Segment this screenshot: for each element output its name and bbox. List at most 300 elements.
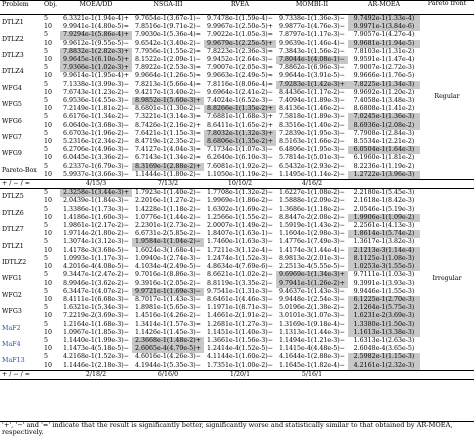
- table-row: [0, 146, 474, 154]
- result-cell: 1.6313e-1(2.63e-3): [353, 336, 415, 344]
- objective-count: 10: [44, 56, 53, 64]
- result-cell: 4.2161e-1(2.32e-3): [348, 362, 420, 371]
- result-cell: 1.0253e-3(1.55e-5): [348, 263, 420, 271]
- stat-value: [348, 180, 420, 189]
- objective-count: 10: [44, 154, 53, 162]
- result-cell: 3.0101e-3(1.07e-3)−: [279, 312, 345, 320]
- result-cell: 1.1444e-1(1.80e-2)−: [135, 170, 201, 178]
- result-cell: 1.6024e-3(1.68e-4)−: [135, 246, 201, 254]
- header-algorithm: NSGA-III: [132, 1, 204, 15]
- result-cell: 6.2337e-1(6.79e-3)−: [63, 162, 129, 170]
- stat-label: + / − / ≈: [0, 370, 60, 379]
- result-cell: 9.9941e-1(4.80e-5)≈: [63, 23, 129, 31]
- table-row: [0, 353, 474, 361]
- result-cell: 9.9679e-1(2.25e-5)+: [204, 40, 276, 48]
- result-cell: 8.8119e-1(3.35e-2)−: [207, 279, 273, 287]
- objective-count: 10: [44, 197, 53, 205]
- result-cell: 9.9721e-1(1.69e-3)−: [132, 288, 204, 296]
- result-cell: 2.1618e-1(8.42e-3): [353, 197, 415, 205]
- result-cell: 1.0967e-1(1.85e-3)−: [63, 328, 129, 336]
- result-cell: 7.3843e-1(1.56e-2)−: [279, 47, 345, 55]
- result-cell: 1.7351e-1(1.00e-2)−: [207, 361, 273, 369]
- result-cell: 1.0940e-1(2.74e-3)−: [135, 254, 201, 262]
- result-cell: 7.6743e-1(1.23e-2)−: [63, 88, 129, 96]
- result-cell: 1.2474e-1(1.52e-3)−: [207, 254, 273, 262]
- result-cell: 9.9448e-1(2.54e-3)−: [279, 295, 345, 303]
- result-cell: 4.6016e-1(4.26e-3)−: [135, 353, 201, 361]
- objective-count: 5: [44, 287, 49, 295]
- result-cell: 2.1213e-3(1.14e-4): [348, 247, 420, 255]
- result-cell: 9.6964e-1(2.41e-2)−: [207, 88, 273, 96]
- result-cell: 4.1644e-1(2.88e-3)−: [279, 353, 345, 361]
- result-cell: 7.1338e-1(3.99e-3)−: [63, 80, 129, 88]
- result-cell: 1.4228e-1(1.18e-2)−: [135, 205, 201, 213]
- result-cell: 1.4661e-2(1.91e-2)−: [207, 312, 273, 320]
- result-cell: 1.7460e-1(1.63e-3)−: [207, 238, 273, 246]
- result-cell: 6.1960e-1(1.81e-2): [353, 154, 415, 162]
- result-cell: 2.2301e-1(2.73e-2)−: [135, 222, 201, 230]
- result-cell: 2.2180e-1(5.45e-3): [348, 189, 420, 198]
- result-cell: 4.8634e-4(7.69e-6)−: [207, 263, 273, 271]
- result-cell: 1.6231e-2(3.69e-3): [348, 312, 420, 320]
- result-cell: 8.1125e-1(1.08e-3): [348, 255, 420, 263]
- result-cell: 5.0196e-2(1.38e-2)−: [279, 304, 345, 312]
- result-cell: 9.7541e-1(1.31e-3)−: [207, 287, 273, 295]
- result-cell: 1.2681e-1(1.27e-3)−: [207, 320, 273, 328]
- result-cell: 9.9664e-1(1.26e-5)≈: [135, 72, 201, 80]
- result-cell: 7.8832e-1(2.82e-3)+: [60, 48, 132, 56]
- problem-name: MaF4: [2, 341, 21, 349]
- stat-value: 5/16/1: [276, 370, 348, 379]
- result-cell: 7.9007e-1(2.72e-3): [353, 64, 415, 72]
- table-row: [0, 255, 474, 263]
- result-cell: 1.8407e-1(1.63e-1)−: [207, 230, 273, 238]
- problem-name: WFG5: [2, 101, 22, 109]
- result-cell: 1.2722e-1(3.96e-3): [348, 171, 420, 180]
- stat-value: 1/20/1: [204, 370, 276, 379]
- objective-count: 5: [44, 15, 49, 22]
- result-cell: 1.1473e-4(5.18e-5)−: [63, 345, 129, 353]
- problem-name: DTLZ6: [2, 209, 24, 217]
- result-cell: 1.9861e-1(2.17e-2)−: [63, 222, 129, 230]
- table-row: [0, 304, 474, 312]
- result-cell: 8.9852e-1(5.60e-3)+: [132, 97, 204, 105]
- result-cell: 1.6321e-1(5.34e-3)−: [63, 304, 129, 312]
- result-cell: 1.9906e-1(1.09e-2): [348, 214, 420, 222]
- result-cell: 7.4127e-1(4.04e-3)≈: [135, 146, 201, 154]
- table-row: [0, 197, 474, 205]
- result-cell: 1.7923e-1(1.40e-2)−: [132, 189, 204, 198]
- table-row: [0, 122, 474, 130]
- objective-count: 10: [44, 88, 53, 96]
- result-cell: 6.6176e-1(1.34e-2)−: [63, 113, 129, 121]
- result-cell: 2.1264e-1(5.75e-3): [348, 304, 420, 312]
- table-row: [0, 89, 474, 97]
- result-cell: 7.6081e-1(1.92e-2)−: [207, 162, 273, 170]
- result-cell: 6.0640e-1(3.68e-3)−: [63, 121, 129, 129]
- stat-value: 7/13/2: [132, 180, 204, 189]
- result-cell: 1.4178e-3(3.68e-5)−: [63, 246, 129, 254]
- result-cell: 7.6421e-1(1.15e-3)≈: [135, 129, 201, 137]
- result-cell: 8.8266e-1(1.35e-2)+: [204, 105, 276, 113]
- problem-name: IDTLZ2: [2, 258, 27, 266]
- result-cell: 9.7016e-1(8.86e-3)−: [135, 271, 201, 279]
- table-row: [0, 130, 474, 138]
- result-cell: 8.7017e-1(1.43e-3)−: [135, 295, 201, 303]
- header-row: [0, 1, 474, 15]
- result-cell: 8.6806e-1(1.35e-2)+: [204, 138, 276, 146]
- table-row: [0, 23, 474, 31]
- result-cell: 2.2513e-4(5.55e-5)−: [279, 263, 345, 271]
- result-cell: 9.4637e-1(1.43e-3)−: [279, 287, 345, 295]
- objective-count: 5: [44, 31, 49, 39]
- result-cell: 1.3074e-1(3.12e-3)−: [63, 238, 129, 246]
- result-cell: 8.6411e-1(1.65e-2)+: [207, 121, 273, 129]
- objective-count: 10: [44, 361, 53, 369]
- objective-count: 5: [44, 238, 49, 246]
- result-cell: 8.4436e-1(1.17e-2)−: [279, 88, 345, 96]
- result-cell: 1.3661e-1(1.56e-3)−: [207, 336, 273, 344]
- table-row: [0, 337, 474, 345]
- header-obj: Obj.: [42, 1, 60, 15]
- objective-count: 5: [44, 162, 49, 170]
- table-row: [0, 222, 474, 230]
- problem-name: WFG7: [2, 133, 22, 141]
- table-row: [0, 105, 474, 113]
- result-cell: 1.1451e-1(1.40e-3)−: [207, 328, 273, 336]
- result-cell: 9.4217e-1(3.40e-2)−: [135, 88, 201, 96]
- result-cell: 7.9022e-1(1.05e-3)≈: [207, 31, 273, 39]
- result-cell: 9.3991e-1(3.93e-3): [353, 279, 415, 287]
- result-cell: 6.2706e-1(4.96e-3)−: [63, 146, 129, 154]
- result-cell: 7.8044e-1(4.08e-1)−: [276, 56, 348, 64]
- objective-count: 10: [44, 279, 53, 287]
- result-cell: 6.7143e-1(1.34e-2)≈: [135, 154, 201, 162]
- objective-count: 10: [44, 105, 53, 113]
- result-cell: 4.1944e-1(5.35e-3)−: [135, 361, 201, 369]
- result-cell: 1.1313e-1(1.44e-3)−: [279, 328, 345, 336]
- objective-count: 10: [44, 345, 53, 353]
- result-cell: 6.0445e-1(3.36e-2)−: [63, 154, 129, 162]
- result-cell: 5.2316e-1(2.34e-2)−: [63, 138, 129, 146]
- table-row: [0, 72, 474, 80]
- objective-count: 5: [44, 129, 49, 137]
- table-row: [0, 288, 474, 296]
- header-algorithm: RVEA: [204, 1, 276, 15]
- table-row: [0, 138, 474, 146]
- result-cell: 4.2168e-1(1.52e-3)−: [63, 353, 129, 361]
- result-cell: 7.7956e-1(1.55e-2)≈: [135, 47, 201, 55]
- stat-value: 4/15/3: [60, 180, 132, 189]
- result-cell: 1.4516e-1(4.26e-2)−: [135, 312, 201, 320]
- result-cell: 1.1446e-1(2.18e-3)−: [63, 361, 129, 369]
- table-row: [0, 163, 474, 171]
- result-cell: 2.3668e-1(1.48e-2)+: [132, 337, 204, 345]
- result-cell: 4.2016e-4(4.08e-5)−: [63, 263, 129, 271]
- result-cell: 1.3386e-1(1.73e-3)−: [63, 205, 129, 213]
- result-cell: 1.1604e-1(2.98e-3)−: [279, 230, 345, 238]
- result-cell: 1.1613e-1(3.38e-3): [348, 329, 420, 337]
- result-cell: 1.3169e-1(9.18e-4)−: [279, 320, 345, 328]
- result-cell: 1.9584e-1(1.04e-2)−: [132, 238, 204, 246]
- problem-name: DTLZ4: [2, 68, 24, 76]
- result-cell: 9.9644e-1(3.91e-5)−: [279, 72, 345, 80]
- result-cell: 9.7478e-1(1.59e-4)−: [207, 15, 273, 22]
- result-cell: 7.2149e-1(1.81e-2)−: [63, 105, 129, 113]
- objective-count: 5: [44, 97, 49, 105]
- result-cell: 1.1426e-1(1.45e-3)−: [135, 328, 201, 336]
- result-cell: 2.0007e-1(1.49e-2)−: [207, 222, 273, 230]
- objective-count: 5: [42, 189, 60, 198]
- result-cell: 1.2164e-1(1.68e-3)−: [63, 320, 129, 328]
- result-cell: 1.1645e-1(1.82e-4)−: [279, 361, 345, 369]
- result-cell: 1.1050e-1(1.19e-2)−: [207, 170, 273, 178]
- table-row: [0, 321, 474, 329]
- problem-name: MaF2: [2, 324, 21, 332]
- result-cell: 7.8922e-1(2.53e-3)≈: [135, 64, 201, 72]
- header-algorithm: MOMBI-II: [276, 1, 348, 15]
- result-cell: 8.5534e-1(2.21e-2): [353, 138, 415, 146]
- objective-count: 5: [44, 205, 49, 213]
- result-cell: 6.3447e-1(4.07e-2)−: [63, 287, 129, 295]
- table-row: [0, 247, 474, 255]
- result-cell: 1.3414e-1(1.57e-3)≈: [135, 320, 201, 328]
- result-cell: 1.3380e-1(1.50e-3): [348, 321, 420, 329]
- problem-name: MaF13: [2, 357, 25, 365]
- result-cell: 1.9714e-2(1.80e-2)−: [63, 230, 129, 238]
- objective-count: 10: [44, 246, 53, 254]
- stat-value: 4/16/2: [276, 180, 348, 189]
- objective-count: 10: [44, 170, 53, 178]
- objective-count: 10: [44, 121, 53, 129]
- table-row: [0, 64, 474, 72]
- header-problem: Problem: [0, 1, 42, 15]
- result-cell: 8.4111e-1(6.68e-3)−: [63, 295, 129, 303]
- result-cell: 8.6808e-1(1.41e-2): [353, 105, 415, 113]
- result-cell: 9.3447e-1(2.47e-2)−: [63, 271, 129, 279]
- table-row: [0, 48, 474, 56]
- result-cell: 9.6542e-1(3.40e-2)−: [135, 39, 201, 47]
- result-cell: 8.4136e-1(1.46e-2)−: [279, 105, 345, 113]
- stat-empty: [420, 370, 474, 379]
- result-cell: 9.6969e-1(1.34e-3)+: [276, 271, 348, 279]
- result-cell: 1.1971e-1(8.71e-3)−: [207, 304, 273, 312]
- table-row: [0, 56, 474, 64]
- result-cell: 5.7814e-1(5.01e-3)−: [279, 154, 345, 162]
- stat-empty: [420, 180, 474, 189]
- result-cell: 8.4719e-1(2.35e-2)−: [135, 138, 201, 146]
- result-cell: 7.1734e-1(1.07e-3)−: [207, 146, 273, 154]
- result-cell: 6.5432e-1(2.93e-2)−: [279, 162, 345, 170]
- table-row: [0, 214, 474, 222]
- problem-name: DTLZ3: [2, 51, 24, 59]
- result-cell: 1.8981e-1(5.65e-3)−: [135, 304, 201, 312]
- table-row: [0, 15, 474, 24]
- result-cell: 1.3686e-1(1.18e-2)−: [279, 205, 345, 213]
- pareto-front-label: Irregular: [420, 189, 474, 370]
- result-cell: 8.2236e-1(1.19e-2): [353, 162, 415, 170]
- result-cell: 2.0546e-1(5.19e-3): [353, 205, 415, 213]
- table-row: [0, 154, 474, 162]
- result-cell: 9.9967e-1(2.50e-5)+: [207, 23, 273, 31]
- result-cell: 6.9536e-1(4.55e-3)−: [63, 97, 129, 105]
- result-cell: 8.7426e-1(2.16e-2)+: [135, 121, 201, 129]
- problem-name: WFG6: [2, 117, 22, 125]
- result-cell: 1.2414e-4(1.52e-5)−: [207, 345, 273, 353]
- problem-name: DTLZ7: [2, 226, 24, 234]
- result-cell: 9.9446e-1(1.55e-3): [353, 287, 415, 295]
- result-cell: 1.6302e-1(1.69e-2)−: [207, 205, 273, 213]
- objective-count: 5: [44, 80, 49, 88]
- result-cell: 9.7492e-1(1.33e-4): [348, 15, 420, 24]
- result-cell: 1.4186e-1(1.60e-3)−: [63, 213, 129, 221]
- result-cell: 4.1034e-4(2.49e-5)−: [135, 263, 201, 271]
- result-cell: 9.9666e-1(1.76e-5): [353, 72, 415, 80]
- result-cell: 9.9663e-1(2.49e-5)≈: [207, 72, 273, 80]
- objective-count: 5: [44, 271, 49, 279]
- result-cell: 9.9612e-1(9.55e-5)−: [63, 39, 129, 47]
- table-row: [0, 97, 474, 105]
- objective-count: 5: [44, 320, 49, 328]
- objective-count: 10: [44, 72, 53, 80]
- result-cell: 1.0993e-1(1.17e-3)−: [63, 254, 129, 262]
- header-algorithm: AR-MOEA: [348, 1, 420, 15]
- result-cell: 2.2561e-1(4.13e-3): [353, 222, 415, 230]
- table-row: [0, 189, 474, 198]
- objective-count: 10: [44, 39, 53, 47]
- result-cell: 9.9614e-1(1.95e-4)+: [63, 72, 129, 80]
- result-cell: 6.6731e-2(5.85e-2)−: [135, 230, 201, 238]
- result-cell: 7.2839e-1(1.95e-3)−: [279, 129, 345, 137]
- result-cell: 1.1494e-1(1.21e-3)−: [279, 336, 345, 344]
- table-row: [0, 271, 474, 279]
- table-row: [0, 345, 474, 353]
- result-cell: 9.7654e-1(3.67e-1)−: [135, 15, 201, 22]
- result-cell: 2.0439e-1(1.84e-3)−: [63, 197, 129, 205]
- problem-name: WFG1: [2, 275, 22, 283]
- problem-name: DTLZ1: [2, 19, 24, 27]
- result-cell: 8.3169e-1(2.88e-2)+: [132, 163, 204, 171]
- result-cell: 1.5888e-1(2.09e-2)−: [279, 197, 345, 205]
- result-cell: 1.5919e-1(1.43e-2)−: [279, 222, 345, 230]
- result-cell: 1.3617e-1(3.82e-3): [353, 238, 415, 246]
- result-cell: 2.2016e-1(1.27e-2)−: [135, 197, 201, 205]
- table-row: [0, 280, 474, 288]
- problem-name: WFG9: [2, 150, 22, 158]
- result-cell: 1.6227e-1(1.08e-2)−: [276, 189, 348, 198]
- result-cell: 9.9877e-1(4.76e-3)−: [279, 23, 345, 31]
- result-cell: 1.2566e-1(1.55e-2)−: [207, 213, 273, 221]
- result-cell: 7.9294e-1(5.86e-4)+: [60, 31, 132, 39]
- problem-name: WFG2: [2, 291, 22, 299]
- stat-row: [0, 370, 474, 379]
- result-cell: 2.5982e-1(1.15e-3): [348, 353, 420, 361]
- result-cell: 2.6048e-4(3.65e-5): [353, 345, 415, 353]
- objective-count: 10: [44, 328, 53, 336]
- result-cell: 6.3321e-1(1.94e-4)+: [63, 15, 129, 22]
- result-cell: 6.2640e-1(6.10e-3)−: [207, 154, 273, 162]
- table-row: [0, 263, 474, 271]
- result-cell: 7.8116e-1(8.06e-4)≈: [207, 80, 273, 88]
- result-cell: 9.9681e-1(1.94e-5): [348, 40, 420, 48]
- objective-count: 5: [44, 47, 49, 55]
- result-cell: 7.8223e-1(2.36e-3)≈: [207, 47, 273, 55]
- result-cell: 7.2219e-2(3.69e-3)−: [63, 312, 129, 320]
- result-cell: 8.6936e-1(2.08e-2): [348, 122, 420, 130]
- objective-count: 5: [44, 254, 49, 262]
- result-cell: 9.9645e-1(6.10e-5)+: [60, 56, 132, 64]
- result-cell: 6.6703e-1(1.96e-2)−: [63, 129, 129, 137]
- objective-count: 10: [44, 213, 53, 221]
- objective-count: 10: [44, 23, 53, 31]
- result-cell: 1.8614e-1(5.74e-2): [348, 230, 420, 238]
- result-cell: 8.9946e-1(3.62e-2)−: [63, 279, 129, 287]
- result-cell: 9.9452e-1(2.64e-3)−: [207, 56, 273, 64]
- result-cell: 1.4776e-1(7.49e-3)−: [279, 238, 345, 246]
- problem-name: DTLZ2: [2, 35, 24, 43]
- header-algorithm: MOEA/DD: [60, 1, 132, 15]
- result-cell: 7.5818e-1(1.89e-3)−: [279, 113, 345, 121]
- table-row: [0, 329, 474, 337]
- result-cell: 8.1522e-1(2.09e-1)−: [135, 56, 201, 64]
- result-cell: 7.9030e-1(5.36e-4)≈: [135, 31, 201, 39]
- objective-count: 10: [44, 295, 53, 303]
- objective-count: 5: [44, 353, 49, 361]
- result-cell: 7.8862e-1(6.96e-3)−: [279, 64, 345, 72]
- table-row: [0, 230, 474, 238]
- stat-label: + / − / ≈: [0, 180, 60, 189]
- result-cell: 7.9283e-1(1.42e-3)+: [276, 81, 348, 89]
- stat-row: [0, 180, 474, 189]
- result-cell: 6.0504e-1(1.64e-3): [348, 146, 420, 154]
- table-row: [0, 312, 474, 320]
- table-caption: '+', '−' and '≈' indicate that the result is significantly better, significantly worse and statistically similar to that obtained by AR-MOEA, respectively.: [2, 421, 453, 437]
- result-cell: 6.1225e-1(2.70e-3): [348, 296, 420, 304]
- result-cell: 8.6621e-1(1.02e-2)−: [207, 271, 273, 279]
- stat-value: 10/10/2: [204, 180, 276, 189]
- header-pareto-front: Pareto front: [420, 1, 474, 15]
- result-cell: 7.3221e-1(3.14e-3)≈: [135, 113, 201, 121]
- result-cell: 7.4058e-1(3.48e-3): [353, 97, 415, 105]
- objective-count: 5: [44, 146, 49, 154]
- result-cell: 1.7708e-1(1.32e-2)−: [204, 189, 276, 198]
- objective-count: 5: [44, 222, 49, 230]
- problem-name: WFG3: [2, 308, 22, 316]
- pareto-front-label: Regular: [434, 92, 460, 100]
- result-cell: 2.6065e-4(4.79e-5)+: [132, 345, 204, 353]
- table-row: [0, 113, 474, 121]
- objective-count: 10: [44, 230, 53, 238]
- table-row: [0, 206, 474, 214]
- result-cell: 7.4094e-1(1.89e-3)−: [279, 97, 345, 105]
- result-cell: 9.9692e-1(1.20e-2): [353, 88, 415, 96]
- result-cell: 1.1495e-1(1.14e-2)−: [279, 170, 345, 178]
- result-cell: 7.8103e-1(1.31e-2): [353, 47, 415, 55]
- result-cell: 9.9971e-1(3.84e-6): [348, 23, 420, 31]
- table-row: [0, 238, 474, 246]
- result-cell: 9.7941e-1(1.26e-2)+: [276, 280, 348, 288]
- objective-count: 10: [44, 312, 53, 320]
- result-cell: 7.8797e-1(1.17e-3)−: [279, 31, 345, 39]
- stat-value: 2/18/2: [60, 370, 132, 379]
- result-cell: 1.7211e-3(1.12e-4)−: [207, 246, 273, 254]
- result-cell: 8.8447e-2(2.08e-2)−: [279, 213, 345, 221]
- table-row: [0, 31, 474, 39]
- result-cell: 7.8225e-1(1.34e-3): [348, 81, 420, 89]
- result-cell: 7.6881e-1(1.68e-3)+: [207, 113, 273, 121]
- result-cell: 9.7111e-1(1.03e-3): [353, 271, 415, 279]
- result-cell: 8.9813e-2(2.01e-3)−: [279, 254, 345, 262]
